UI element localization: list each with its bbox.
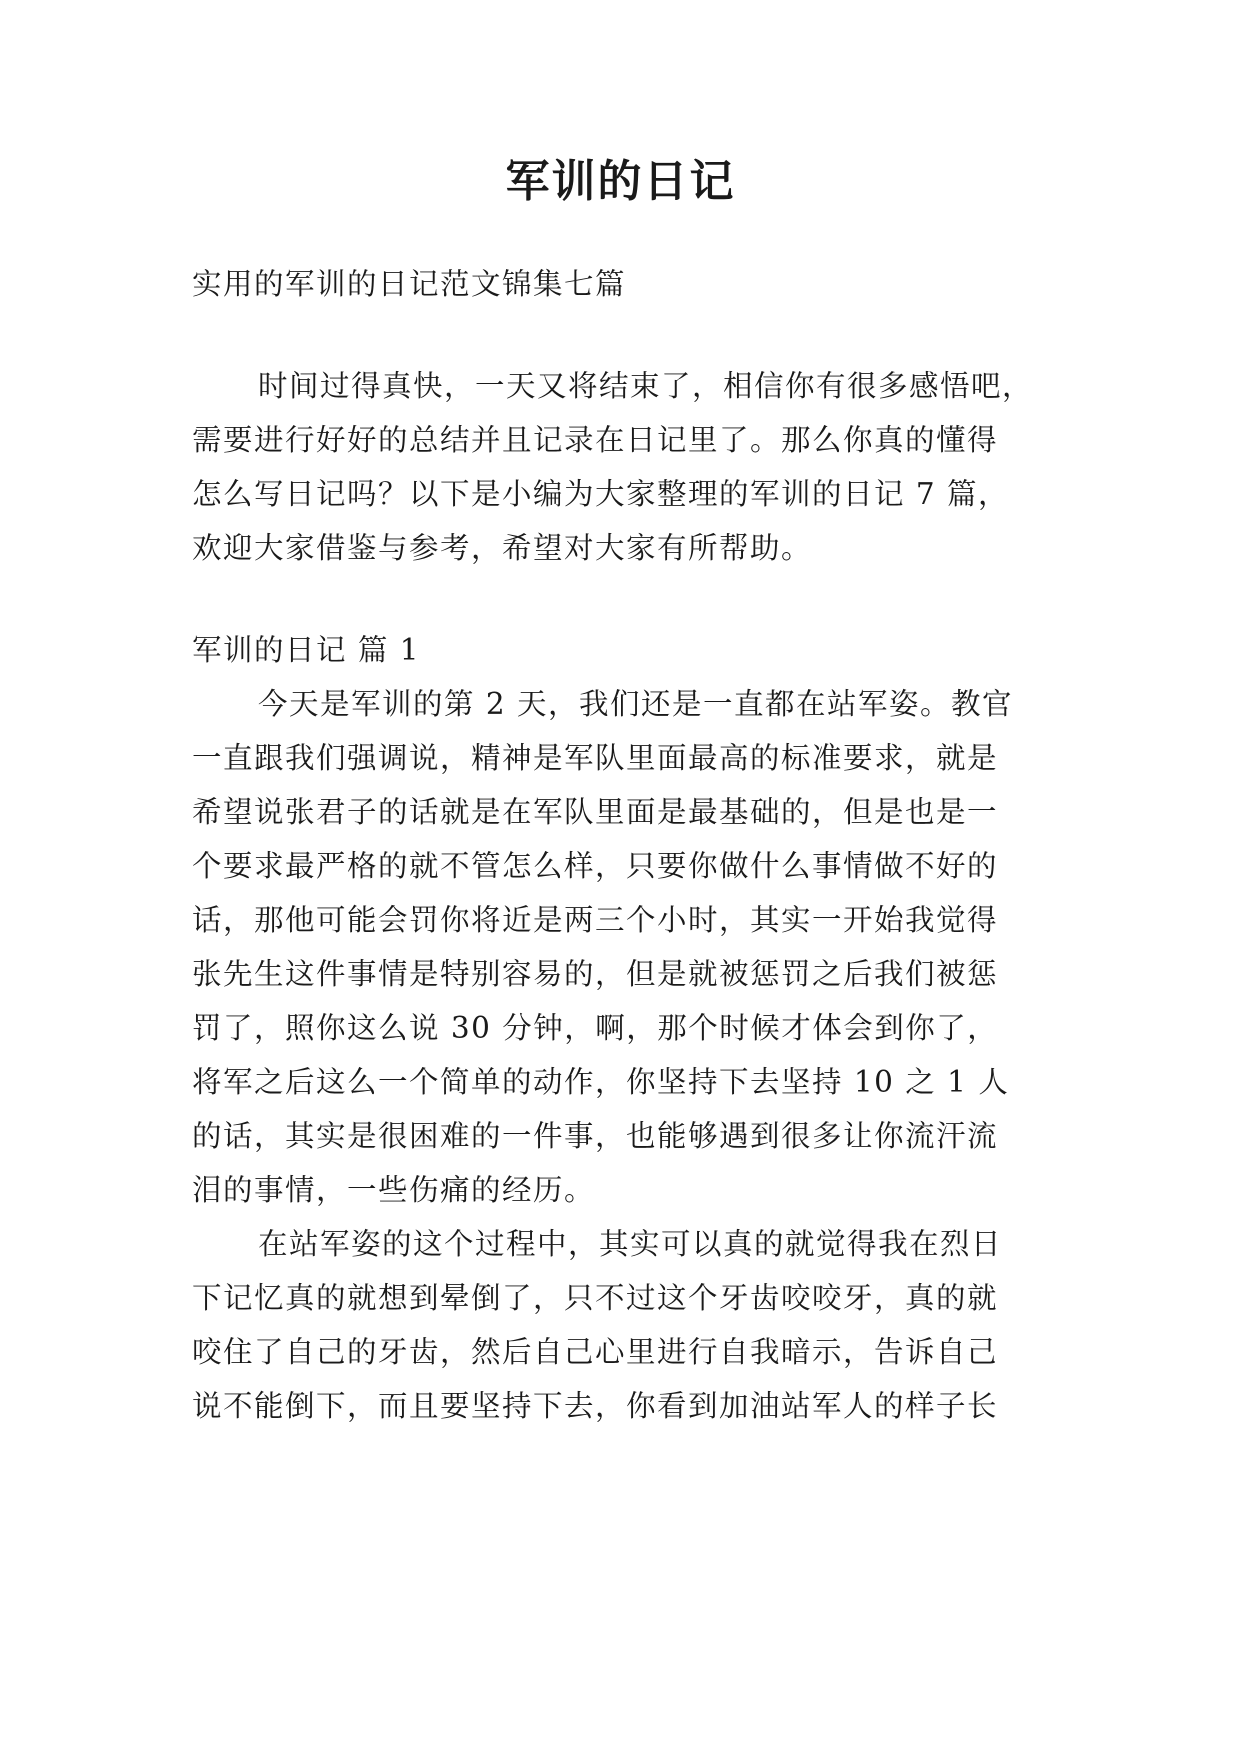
paragraph1-line-6: 张先生这件事情是特别容易的，但是就被惩罚之后我们被惩 [192,957,999,991]
intro-line-4: 欢迎大家借鉴与参考，希望对大家有所帮助。 [192,531,813,565]
paragraph1-line-7: 罚了，照你这么说 30 分钟，啊，那个时候才体会到你了， [192,1011,999,1045]
paragraph1-line-10: 泪的事情，一些伤痛的经历。 [192,1173,596,1207]
document-subtitle: 实用的军训的日记范文锦集七篇 [192,267,627,301]
paragraph1-line-4: 个要求最严格的就不管怎么样，只要你做什么事情做不好的 [192,849,999,883]
intro-line-1: 时间过得真快，一天又将结束了，相信你有很多感悟吧， [258,369,1034,403]
intro-line-2: 需要进行好好的总结并且记录在日记里了。那么你真的懂得 [192,423,999,457]
paragraph1-line-1: 今天是军训的第 2 天，我们还是一直都在站军姿。教官 [258,687,1014,721]
paragraph2-line-2: 下记忆真的就想到晕倒了，只不过这个牙齿咬咬牙，真的就 [192,1281,999,1315]
paragraph2-line-1: 在站军姿的这个过程中，其实可以真的就觉得我在烈日 [258,1227,1003,1261]
page-title: 军训的日记 [505,156,736,207]
paragraph2-line-4: 说不能倒下，而且要坚持下去，你看到加油站军人的样子长 [192,1389,999,1423]
section-heading: 军训的日记 篇 1 [192,633,421,667]
paragraph1-line-5: 话，那他可能会罚你将近是两三个小时，其实一开始我觉得 [192,903,999,937]
paragraph1-line-3: 希望说张君子的话就是在军队里面是最基础的，但是也是一 [192,795,999,829]
paragraph1-line-8: 将军之后这么一个简单的动作，你坚持下去坚持 10 之 1 人 [192,1065,1010,1099]
paragraph2-line-3: 咬住了自己的牙齿，然后自己心里进行自我暗示，告诉自己 [192,1335,999,1369]
paragraph1-line-2: 一直跟我们强调说，精神是军队里面最高的标准要求，就是 [192,741,999,775]
paragraph1-line-9: 的话，其实是很困难的一件事，也能够遇到很多让你流汗流 [192,1119,999,1153]
intro-line-3: 怎么写日记吗？以下是小编为大家整理的军训的日记 7 篇， [192,477,1010,511]
